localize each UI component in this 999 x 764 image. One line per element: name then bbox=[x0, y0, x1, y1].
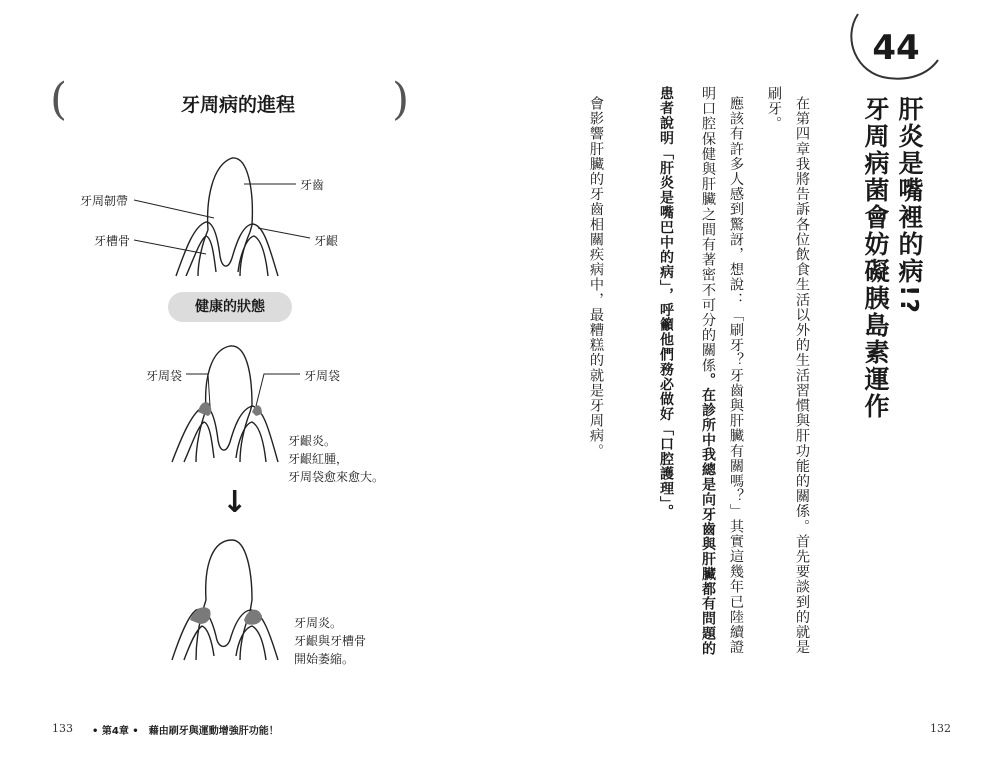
down-arrow-icon: ↓ bbox=[222, 485, 248, 520]
left-page-number: 133 bbox=[52, 722, 73, 735]
body-column-5: 患者說明「肝炎是嘴巴中的病」，呼籲他們務必做好「口腔護理」。 bbox=[658, 86, 674, 519]
label-pocket-left: 牙周袋 bbox=[146, 369, 183, 383]
note-line: 牙齦與牙槽骨 bbox=[294, 634, 367, 648]
label-tooth: 牙齒 bbox=[300, 178, 325, 192]
label-gum: 牙齦 bbox=[314, 234, 339, 248]
body-column-2: 刷牙。 bbox=[766, 86, 782, 132]
body-column-1: 在第四章我將告訴各位飲食生活以外的生活習慣與肝功能的關係。首先要談到的就是 bbox=[794, 96, 810, 655]
healthy-state-badge: 健康的狀態 bbox=[168, 292, 292, 322]
right-bracket: ) bbox=[392, 74, 410, 125]
body-column-3: 應該有許多人感到驚訝，想說：「刷牙？牙齒與肝臟有關嗎？」其實這幾年已陸續證 bbox=[728, 96, 744, 655]
body-column-6: 會影響肝臟的牙齒相關疾病中，最糟糕的就是牙周病。 bbox=[588, 96, 604, 459]
periodontitis-tooth-diagram bbox=[172, 540, 278, 660]
label-alveolar-bone: 牙槽骨 bbox=[94, 234, 131, 248]
gingivitis-tooth-diagram bbox=[172, 346, 278, 462]
left-bracket: ( bbox=[50, 74, 68, 125]
title-line-2: 牙周病菌會妨礙胰島素運作 bbox=[861, 96, 890, 420]
running-head: • 第4章 • 藉由刷牙與運動增強肝功能！ bbox=[92, 726, 279, 737]
label-ligament: 牙周韌帶 bbox=[80, 194, 129, 208]
title-line-1: 肝炎是嘴裡的病!? bbox=[895, 96, 924, 315]
right-page-number: 132 bbox=[930, 722, 951, 735]
periodontal-figure bbox=[0, 0, 480, 700]
label-pocket-right: 牙周袋 bbox=[304, 369, 341, 383]
chapter-number: 44 bbox=[872, 28, 920, 68]
body-column-4 bbox=[696, 86, 720, 656]
note-line: 牙齦炎。 bbox=[288, 434, 337, 448]
note-line: 牙周袋愈來愈大。 bbox=[288, 470, 385, 484]
gingivitis-notes bbox=[288, 432, 384, 486]
note-line: 開始萎縮。 bbox=[294, 652, 355, 666]
healthy-tooth-diagram bbox=[176, 158, 278, 276]
body-column-4-bold: 。在診所中我總是向牙齒與肝臟都有問題的 bbox=[700, 372, 716, 657]
note-line: 牙齦紅腫， bbox=[288, 452, 349, 466]
note-line: 牙周炎。 bbox=[294, 616, 343, 630]
figure-title: 牙周病的進程 bbox=[180, 94, 295, 116]
body-column-4-normal: 明口腔保健與肝臟之間有著密不可分的關係 bbox=[700, 86, 716, 373]
periodontitis-notes bbox=[294, 614, 366, 668]
